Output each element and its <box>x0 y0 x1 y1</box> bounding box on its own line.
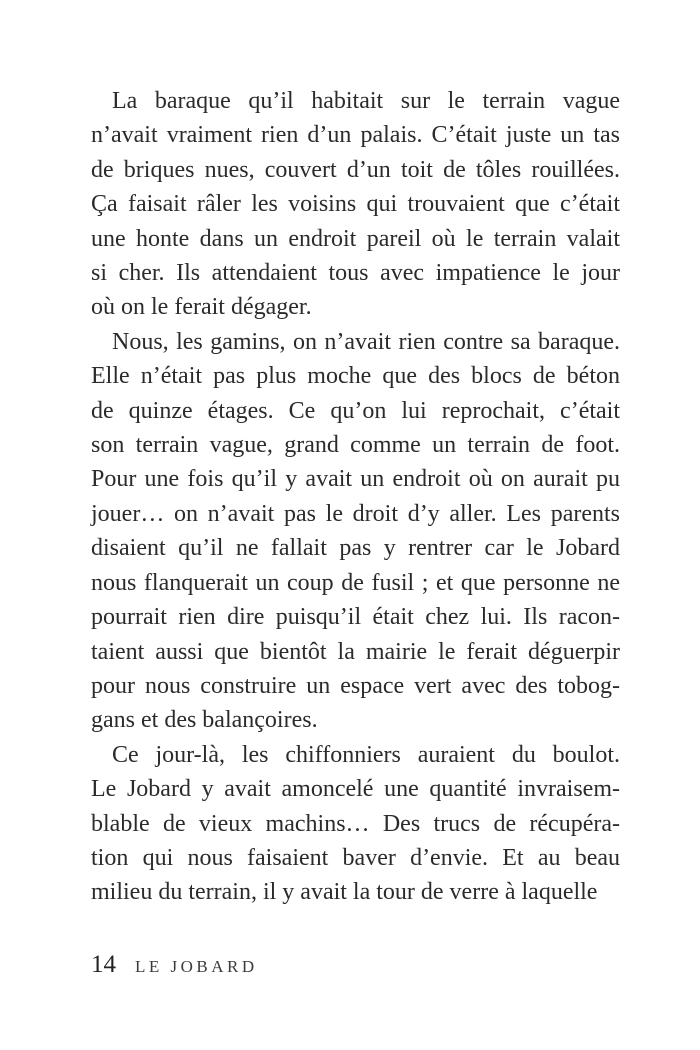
text-line: Ça faisait râler les voisins qui trouvaient que c’était <box>91 191 620 218</box>
paragraph <box>91 738 620 910</box>
text-line: tion qui nous faisaient baver d’envie. Et au beau <box>91 844 620 871</box>
text-line: Ce jour-là, les chiffonniers auraient du boulot. <box>112 741 620 768</box>
text-line: jouer… on n’avait pas le droit d’y aller. Les parents <box>91 500 620 527</box>
text-line: Le Jobard y avait amoncelé une quantité invraisem- <box>91 776 620 803</box>
text-line: milieu du terrain, il y avait la tour de verre à laquelle <box>91 879 598 906</box>
text-line: si cher. Ils attendaient tous avec impatience le jour <box>91 260 620 287</box>
text-line: de quinze étages. Ce qu’on lui reprochait, c’était <box>91 397 620 424</box>
text-line: son terrain vague, grand comme un terrain de foot. <box>91 432 620 459</box>
text-line: Elle n’était pas plus moche que des blocs de béton <box>91 363 620 390</box>
body-text <box>91 84 620 910</box>
text-line: une honte dans un endroit pareil où le terrain valait <box>91 225 620 252</box>
page-number: 14 <box>91 951 116 978</box>
paragraph <box>91 84 620 325</box>
text-line: où on le ferait dégager. <box>91 294 312 321</box>
text-line: La baraque qu’il habitait sur le terrain vague <box>112 88 620 114</box>
text-line: Pour une fois qu’il y avait un endroit où on aurait pu <box>91 466 620 493</box>
text-line: n’avait vraiment rien d’un palais. C’était juste un tas <box>91 122 620 149</box>
paragraph <box>91 325 620 738</box>
text-line: disaient qu’il ne fallait pas y rentrer car le Jobard <box>91 535 620 562</box>
page-footer <box>91 951 258 979</box>
text-line: pourrait rien dire puisqu’il était chez lui. Ils racon- <box>91 604 620 631</box>
text-line: blable de vieux machins… Des trucs de récupéra- <box>91 810 620 837</box>
text-line: gans et des balançoires. <box>91 707 318 734</box>
text-line: Nous, les gamins, on n’avait rien contre sa baraque. <box>112 328 620 355</box>
text-line: nous flanquerait un coup de fusil ; et que personne ne <box>91 569 620 596</box>
text-line: pour nous construire un espace vert avec des tobog- <box>91 672 620 699</box>
running-title: LE JOBARD <box>135 957 258 976</box>
text-line: de briques nues, couvert d’un toit de tôles rouillées. <box>91 156 620 183</box>
text-line: taient aussi que bientôt la mairie le ferait déguerpir <box>91 638 620 665</box>
